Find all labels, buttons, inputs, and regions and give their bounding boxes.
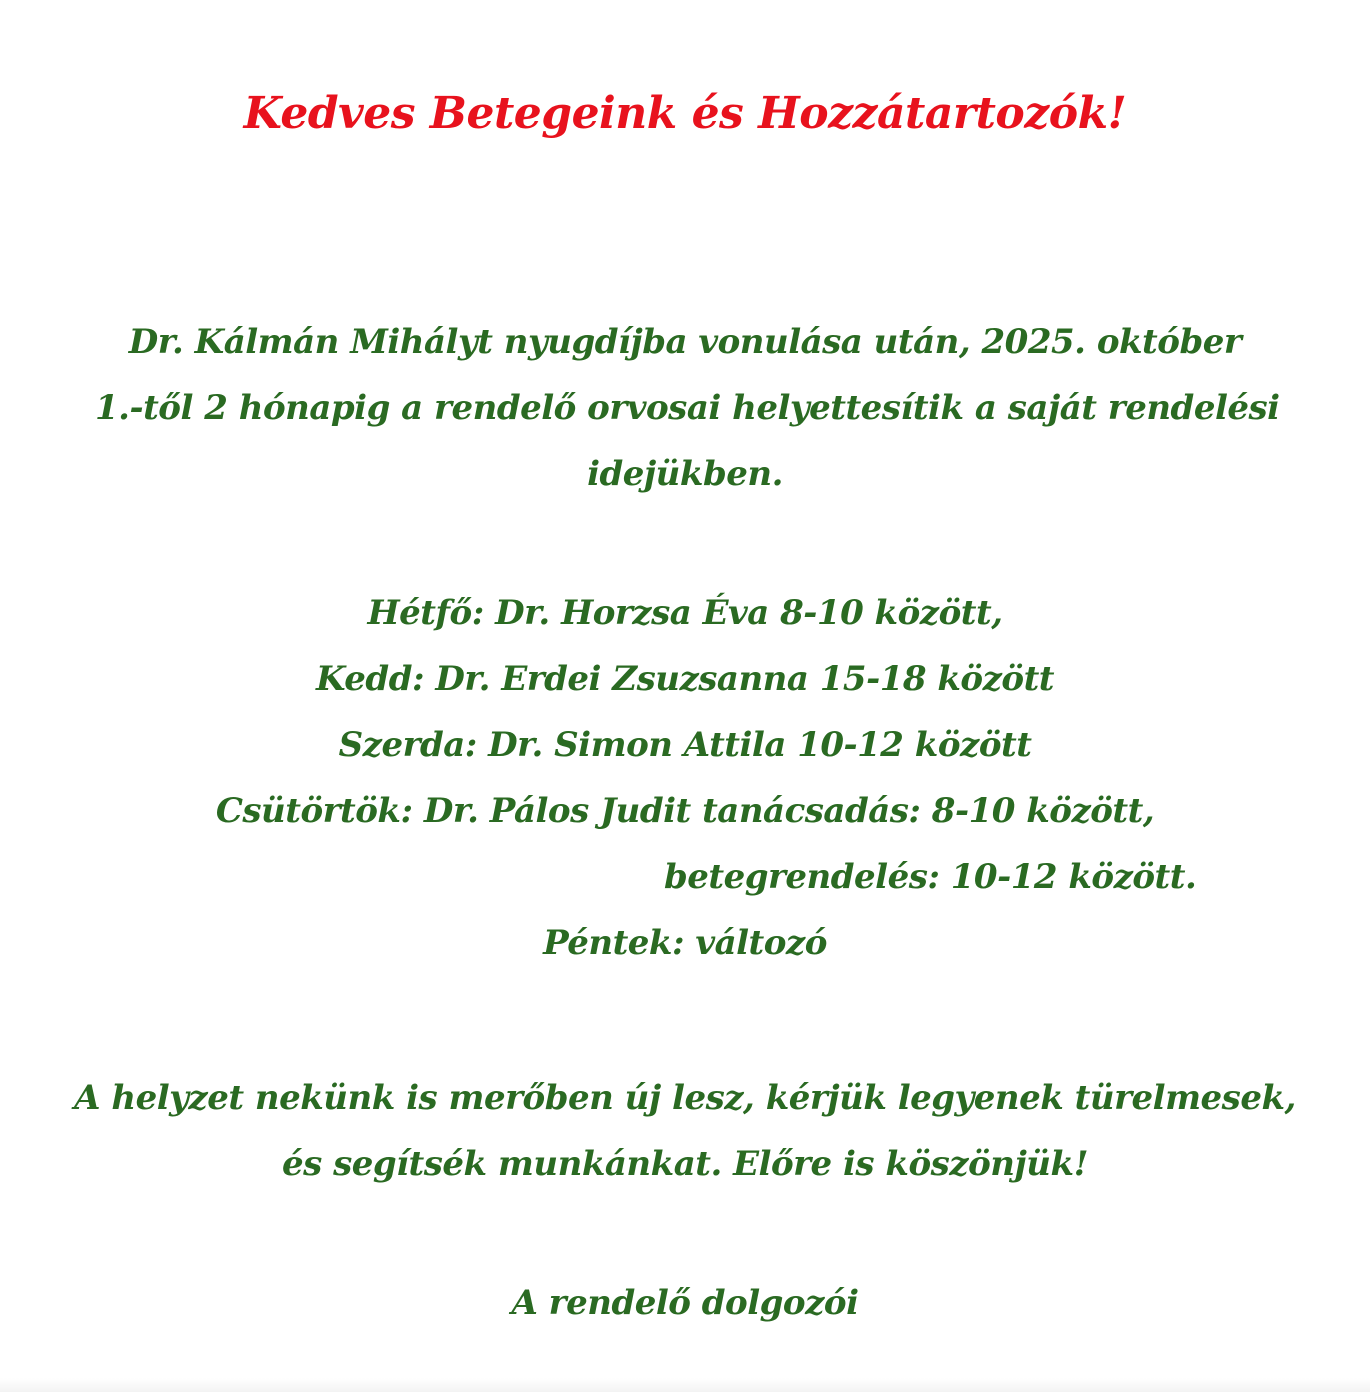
schedule-thursday-continued: betegrendelés: 10-12 között.	[664, 857, 1197, 897]
intro-line-2: 1.-től 2 hónapig a rendelő orvosai helyettesítik a saját rendelési	[95, 388, 1280, 428]
intro-paragraph	[95, 309, 1280, 507]
schedule-friday: Péntek: változó	[543, 923, 827, 963]
schedule-tuesday: Kedd: Dr. Erdei Zsuzsanna 15-18 között	[316, 659, 1054, 699]
closing-line-2: és segítsék munkánkat. Előre is köszönjük!	[281, 1144, 1088, 1184]
closing-line-1: A helyzet nekünk is merőben új lesz, kérjük legyenek türelmesek,	[74, 1078, 1296, 1118]
signature: A rendelő dolgozói	[511, 1283, 859, 1323]
notice-heading: Kedves Betegeink és Hozzátartozók!	[243, 88, 1127, 139]
schedule-monday: Hétfő: Dr. Horzsa Éva 8-10 között,	[367, 593, 1003, 633]
intro-line-3: idejükben.	[587, 454, 783, 494]
schedule-thursday: Csütörtök: Dr. Pálos Judit tanácsadás: 8-10 között,	[215, 791, 1155, 831]
schedule-wednesday: Szerda: Dr. Simon Attila 10-12 között	[338, 725, 1032, 765]
intro-line-1: Dr. Kálmán Mihályt nyugdíjba vonulása után, 2025. október	[128, 322, 1242, 362]
bottom-edge-shade	[0, 1378, 1370, 1392]
weekly-schedule	[0, 580, 1370, 976]
closing-paragraph	[0, 1065, 1370, 1197]
